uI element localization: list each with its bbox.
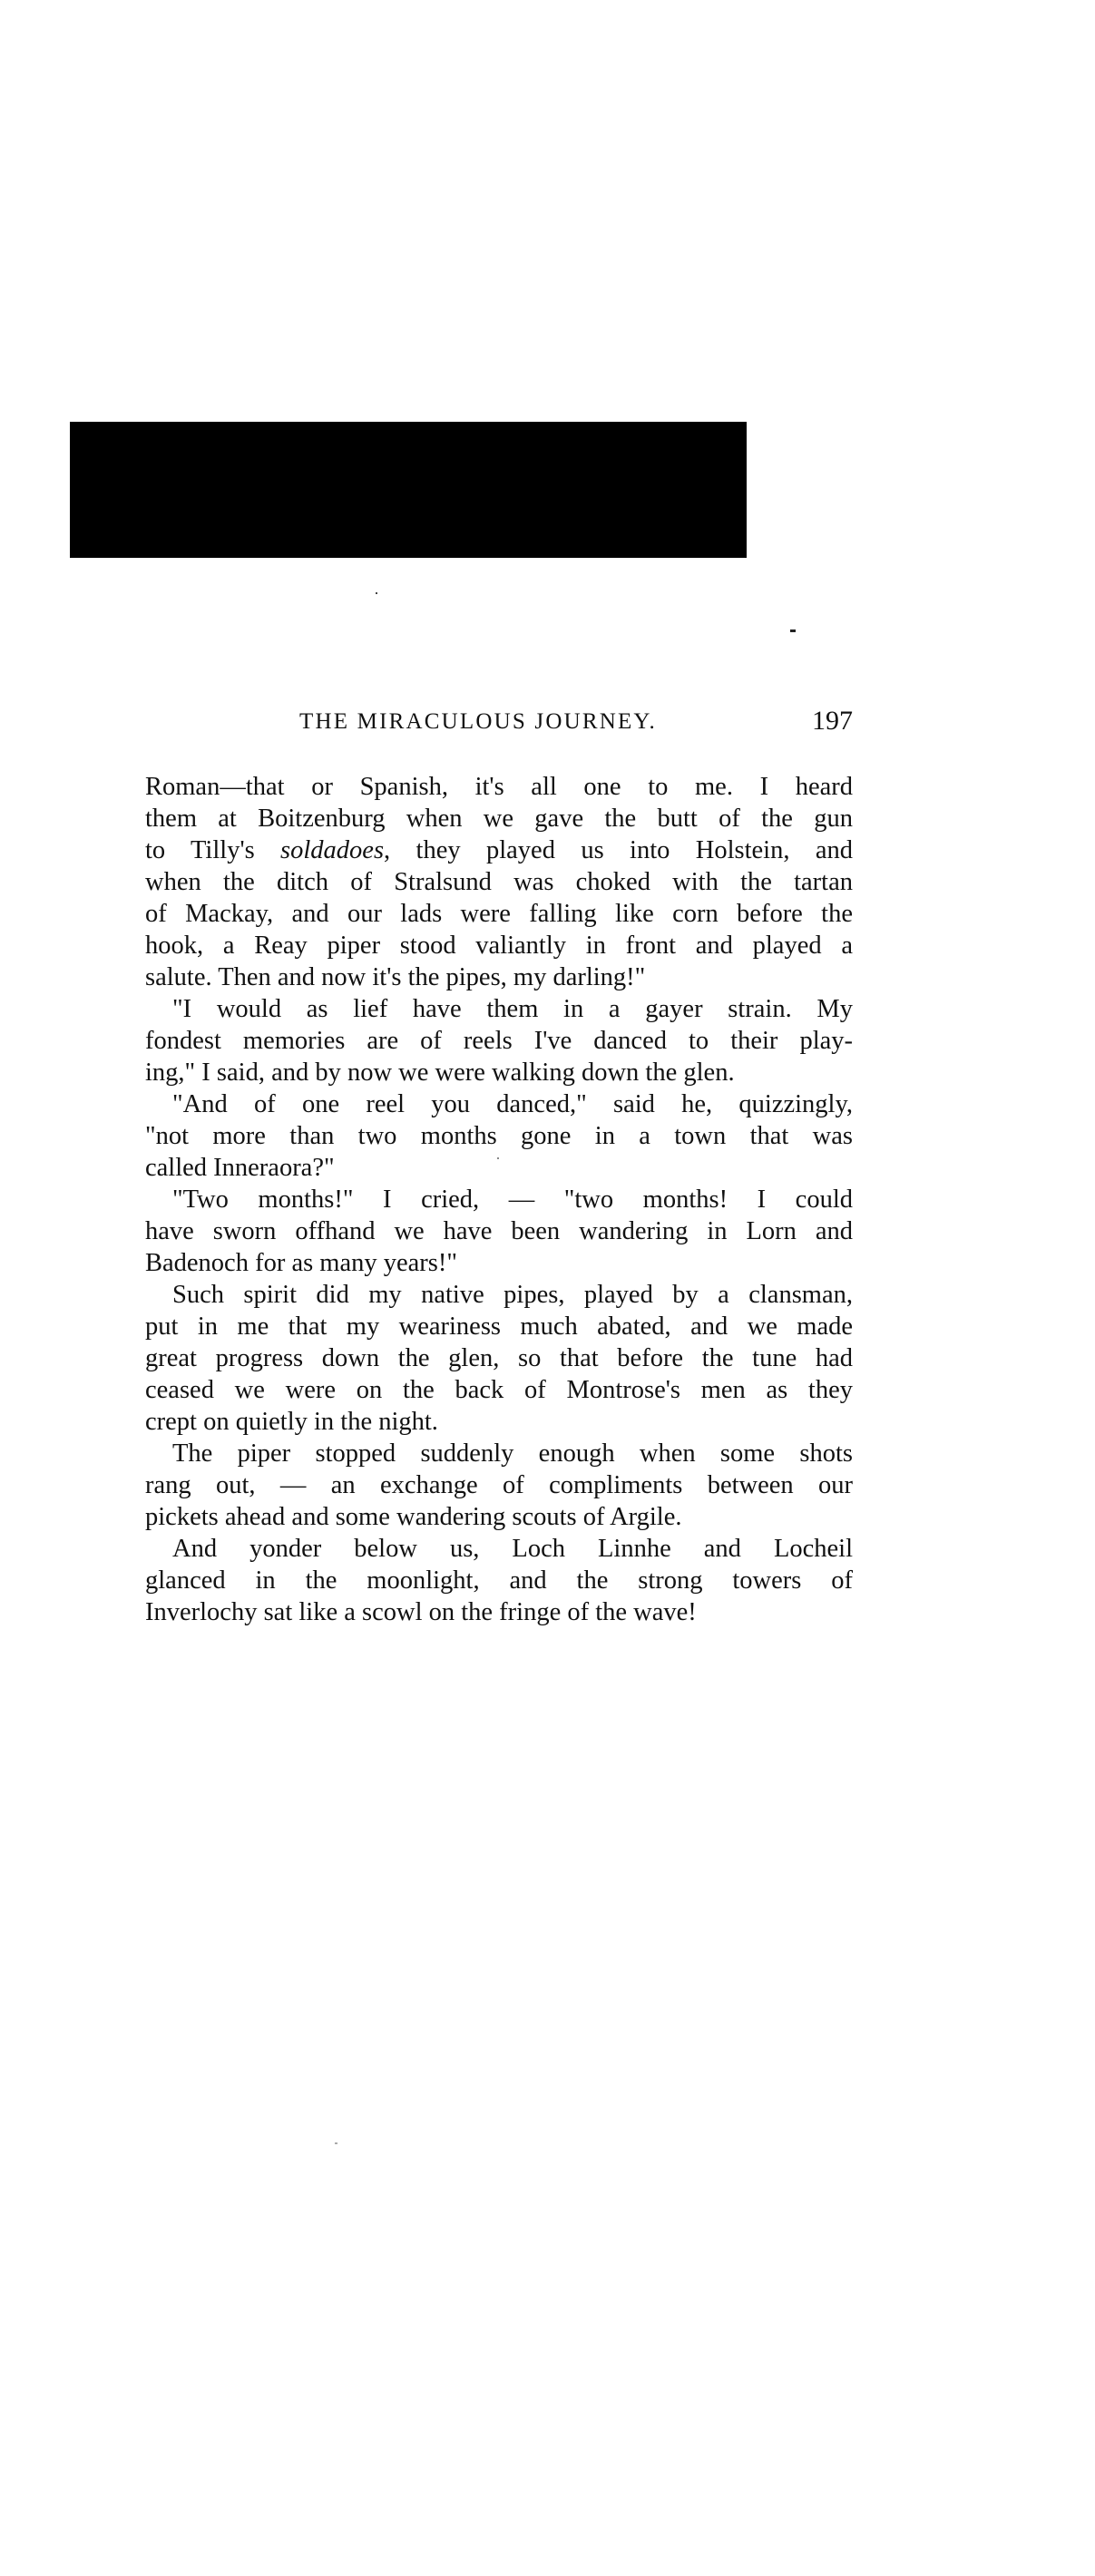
text-line: fondest memories are of reels I've danced to their play- bbox=[145, 1027, 853, 1055]
text-line: rang out, — an exchange of compliments between our bbox=[145, 1471, 853, 1499]
text-line: glanced in the moonlight, and the strong towers of bbox=[145, 1566, 853, 1595]
page-number: 197 bbox=[812, 706, 853, 736]
text-line: Inverlochy sat like a scowl on the fringe of the wave! bbox=[145, 1598, 697, 1626]
text-line: "not more than two months gone in a town that was bbox=[145, 1122, 853, 1150]
scan-speck bbox=[335, 2142, 337, 2144]
paragraph bbox=[145, 1088, 853, 1184]
text-line: them at Boitzenburg when we gave the butt of the gun bbox=[145, 805, 853, 833]
italic-word: soldadoes bbox=[280, 836, 385, 864]
text-line: have sworn offhand we have been wandering in Lorn and bbox=[145, 1217, 853, 1245]
running-title: THE MIRACULOUS JOURNEY. bbox=[299, 709, 657, 734]
paragraph bbox=[145, 1438, 853, 1533]
text-line: when the ditch of Stralsund was choked with the tartan bbox=[145, 868, 853, 896]
text-line: great progress down the glen, so that before the tune had bbox=[145, 1344, 853, 1372]
text-line: to Tilly's soldadoes, they played us into Holstein, and bbox=[145, 836, 853, 864]
text-line: hook, a Reay piper stood valiantly in front and played a bbox=[145, 932, 853, 960]
text-line: Badenoch for as many years!" bbox=[145, 1249, 458, 1277]
text-line: crept on quietly in the night. bbox=[145, 1408, 438, 1436]
text-line: Such spirit did my native pipes, played by a clansman, bbox=[172, 1281, 853, 1309]
scan-speck bbox=[376, 592, 377, 594]
redaction-bar bbox=[70, 422, 747, 558]
text-line: put in me that my weariness much abated, and we made bbox=[145, 1312, 853, 1341]
text-line: "I would as lief have them in a gayer strain. My bbox=[172, 995, 853, 1023]
paragraph bbox=[145, 1279, 853, 1438]
text-line: And yonder below us, Loch Linnhe and Locheil bbox=[172, 1535, 853, 1563]
scan-speck bbox=[790, 629, 796, 632]
paragraph bbox=[145, 1184, 853, 1279]
text-line: ing," I said, and by now we were walking down the glen. bbox=[145, 1059, 735, 1087]
body-text bbox=[145, 771, 853, 1628]
text-line: ceased we were on the back of Montrose's men as they bbox=[145, 1376, 853, 1404]
paragraph bbox=[145, 771, 853, 993]
text-line: "And of one reel you danced," said he, quizzingly, bbox=[172, 1090, 853, 1118]
text-line: "Two months!" I cried, — "two months! I could bbox=[172, 1186, 853, 1214]
text-line: The piper stopped suddenly enough when some shots bbox=[172, 1439, 853, 1468]
paragraph bbox=[145, 993, 853, 1088]
text-line: Roman—that or Spanish, it's all one to me. I heard bbox=[145, 773, 853, 801]
paragraph bbox=[145, 1533, 853, 1628]
text-line: salute. Then and now it's the pipes, my darling!" bbox=[145, 963, 646, 991]
text-line: called Inneraora?" bbox=[145, 1154, 335, 1182]
text-line: of Mackay, and our lads were falling like corn before the bbox=[145, 900, 853, 928]
text-line: pickets ahead and some wandering scouts of Argile. bbox=[145, 1503, 682, 1531]
running-head bbox=[145, 706, 853, 742]
